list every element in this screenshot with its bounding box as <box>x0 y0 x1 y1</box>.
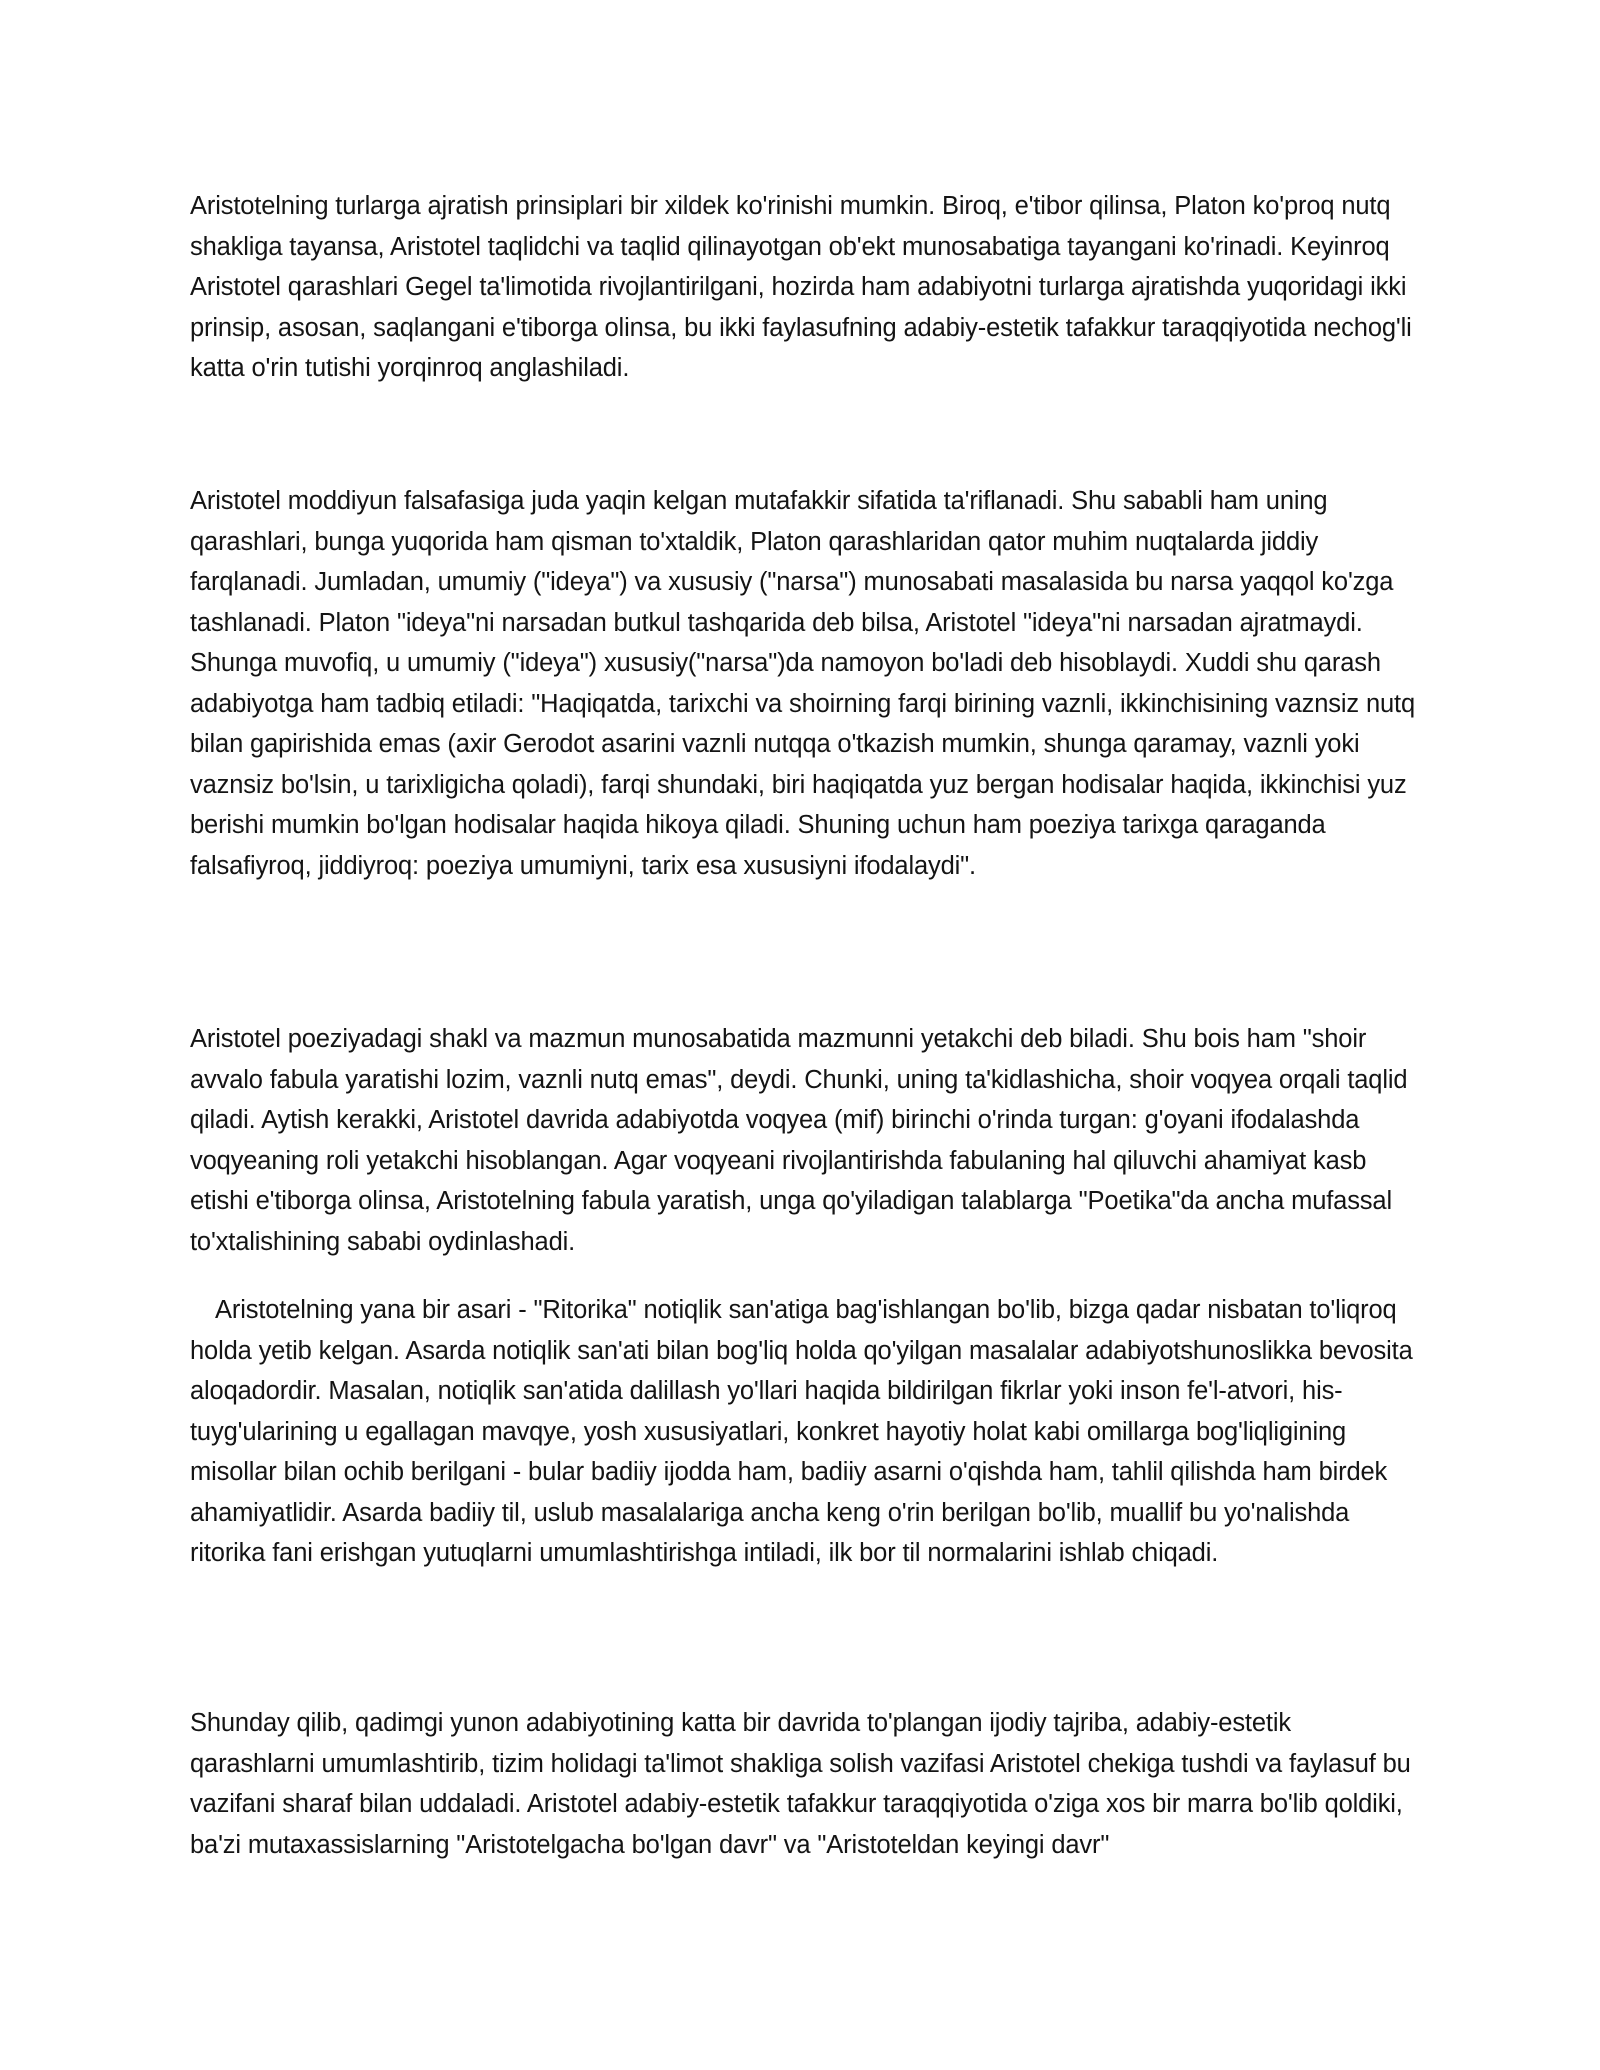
paragraph: Shunday qilib, qadimgi yunon adabiyotining katta bir davrida to'plangan ijodiy tajriba, adabiy-estetik qarashlarni umumlashtirib, tizim holidagi ta'limot shakliga solish vazifasi Aristotel chekiga tushdi va faylasuf bu vazifani sharaf bilan uddaladi. Aristotel adabiy-estetik tafakkur taraqqiyotida o'ziga xos bir marra bo'lib qoldiki, ba'zi mutaxassislarning "Aristotelgacha bo'lgan davr" va "Aristoteldan keyingi davr" <box>190 1709 1411 1859</box>
paragraph: Aristotelning yana bir asari - "Ritorika" notiqlik san'atiga bag'ishlangan bo'lib, bizga qadar nisbatan to'liqroq holda yetib kelgan. Asarda notiqlik san'ati bilan bog'liq holda qo'yilgan masalalar adabiyotshunoslikka bevosita aloqadordir. Masalan, notiqlik san'atida dalillash yo'llari haqida bildirilgan fikrlar yoki inson fe'l-atvori, his- tuyg'ularining u egallagan mavqye, yosh xususiyatlari, konkret hayotiy holat kabi omillarga bog'liqligining misollar bilan ochib berilgani - bular badiiy ijodda ham, badiiy asarni o'qishda ham, tahlil qilishda ham birdek ahamiyatlidir. Asarda badiiy til, uslub masalalariga ancha keng o'rin berilgan bo'lib, muallif bu yo'nalishda ritorika fani erishgan yutuqlarni umumlashtirishga intiladi, ilk bor til normalarini ishlab chiqadi. <box>190 1296 1413 1567</box>
paragraph: Aristotelning turlarga ajratish prinsiplari bir xildek ko'rinishi mumkin. Biroq, e'tibor qilinsa, Platon ko'proq nutq shakliga tayansa, Aristotel taqlidchi va taqlid qilinayotgan ob'ekt munosabatiga tayangani ko'rinadi. Keyinroq Aristotel qarashlari Gegel ta'limotida rivojlantirilgani, hozirda ham adabiyotni turlarga ajratishda yuqoridagi ikki prinsip, asosan, saqlangani e'tiborga olinsa, bu ikki faylasufning adabiy-estetik tafakkur taraqqiyotida nechog'li katta o'rin tutishi yorqinroq anglashiladi. <box>190 192 1412 382</box>
paragraph: Aristotel poeziyadagi shakl va mazmun munosabatida mazmunni yetakchi deb biladi. Shu bois ham "shoir avvalo fabula yaratishi lozim, vaznli nutq emas", deydi. Chunki, uning ta'kidlashicha, shoir voqyea orqali taqlid qiladi. Aytish kerakki, Aristotel davrida adabiyotda voqyea (mif) birinchi o'rinda turgan: g'oyani ifodalashda voqyeaning roli yetakchi hisoblangan. Agar voqyeani rivojlantirishda fabulaning hal qiluvchi ahamiyat kasb etishi e'tiborga olinsa, Aristotelning fabula yaratish, unga qo'yiladigan talablarga "Poetika"da ancha mufassal to'xtalishining sababi oydinlashadi. <box>190 1025 1408 1256</box>
paragraph: Aristotel moddiyun falsafasiga juda yaqin kelgan mutafakkir sifatida ta'riflanadi. Shu sababli ham uning qarashlari, bunga yuqorida ham qisman to'xtaldik, Platon qarashlaridan qator muhim nuqtalarda jiddiy farqlanadi. Jumladan, umumiy ("ideya") va xususiy ("narsa") munosabati masalasida bu narsa yaqqol ko'zga tashlanadi. Platon "ideya"ni narsadan butkul tashqarida deb bilsa, Aristotel "ideya"ni narsadan ajratmaydi. Shunga muvofiq, u umumiy ("ideya") xususiy("narsa")da namoyon bo'ladi deb hisoblaydi. Xuddi shu qarash adabiyotga ham tadbiq etiladi: "Haqiqatda, tarixchi va shoirning farqi birining vaznli, ikkinchisining vaznsiz nutq bilan gapirishida emas (axir Gerodot asarini vaznli nutqqa o'tkazish mumkin, shunga qaramay, vaznli yoki vaznsiz bo'lsin, u tarixligicha qoladi), farqi shundaki, biri haqiqatda yuz bergan hodisalar haqida, ikkinchisi yuz berishi mumkin bo'lgan hodisalar haqida hikoya qiladi. Shuning uchun ham poeziya tarixga qaraganda falsafiyroq, jiddiyroq: poeziya umumiyni, tarix esa xususiyni ifodalaydi". <box>190 487 1415 880</box>
